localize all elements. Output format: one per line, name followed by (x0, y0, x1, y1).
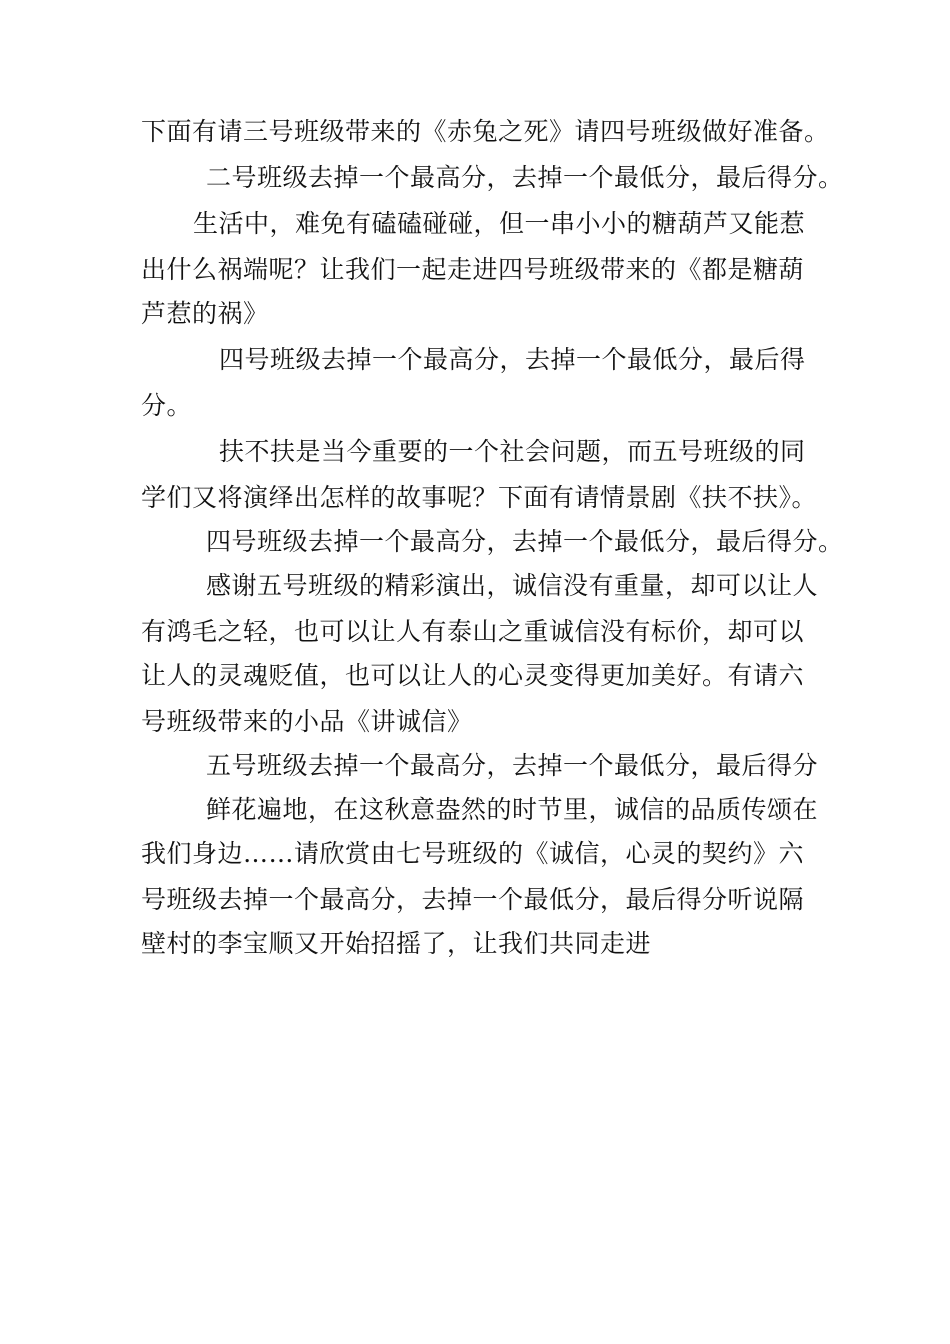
text-line: 二号班级去掉一个最高分，去掉一个最低分，最后得分。 (206, 163, 844, 192)
text-line: 鲜花遍地，在这秋意盎然的时节里，诚信的品质传颂在 (206, 795, 819, 824)
text-line: 芦惹的祸》 (141, 299, 269, 328)
text-line: 感谢五号班级的精彩演出，诚信没有重量，却可以让人 (206, 571, 819, 600)
text-line: 分。 (141, 391, 193, 420)
text-line: 四号班级去掉一个最高分，去掉一个最低分，最后得 (219, 345, 806, 374)
text-line: 下面有请三号班级带来的《赤兔之死》请四号班级做好准备。 (141, 117, 830, 146)
text-line: 号班级带来的小品《讲诚信》 (141, 707, 473, 736)
text-line: 四号班级去掉一个最高分，去掉一个最低分，最后得分。 (206, 527, 844, 556)
text-line: 号班级去掉一个最高分，去掉一个最低分，最后得分听说隔 (141, 885, 805, 914)
text-line: 学们又将演绎出怎样的故事呢？下面有请情景剧《扶不扶》。 (141, 483, 818, 512)
text-line: 五号班级去掉一个最高分，去掉一个最低分，最后得分 (206, 751, 819, 780)
text-line: 壁村的李宝顺又开始招摇了，让我们共同走进 (141, 929, 652, 958)
text-line: 扶不扶是当今重要的一个社会问题，而五号班级的同 (219, 437, 806, 466)
text-line: 让人的灵魂贬值，也可以让人的心灵变得更加美好。有请六 (141, 661, 805, 690)
text-line: 我们身边……请欣赏由七号班级的《诚信，心灵的契约》六 (141, 839, 805, 868)
text-line: 有鸿毛之轻，也可以让人有泰山之重诚信没有标价，却可以 (141, 617, 805, 646)
text-line: 出什么祸端呢？让我们一起走进四号班级带来的《都是糖葫 (141, 255, 805, 284)
text-line: 生活中，难免有磕磕碰碰，但一串小小的糖葫芦又能惹 (193, 209, 806, 238)
